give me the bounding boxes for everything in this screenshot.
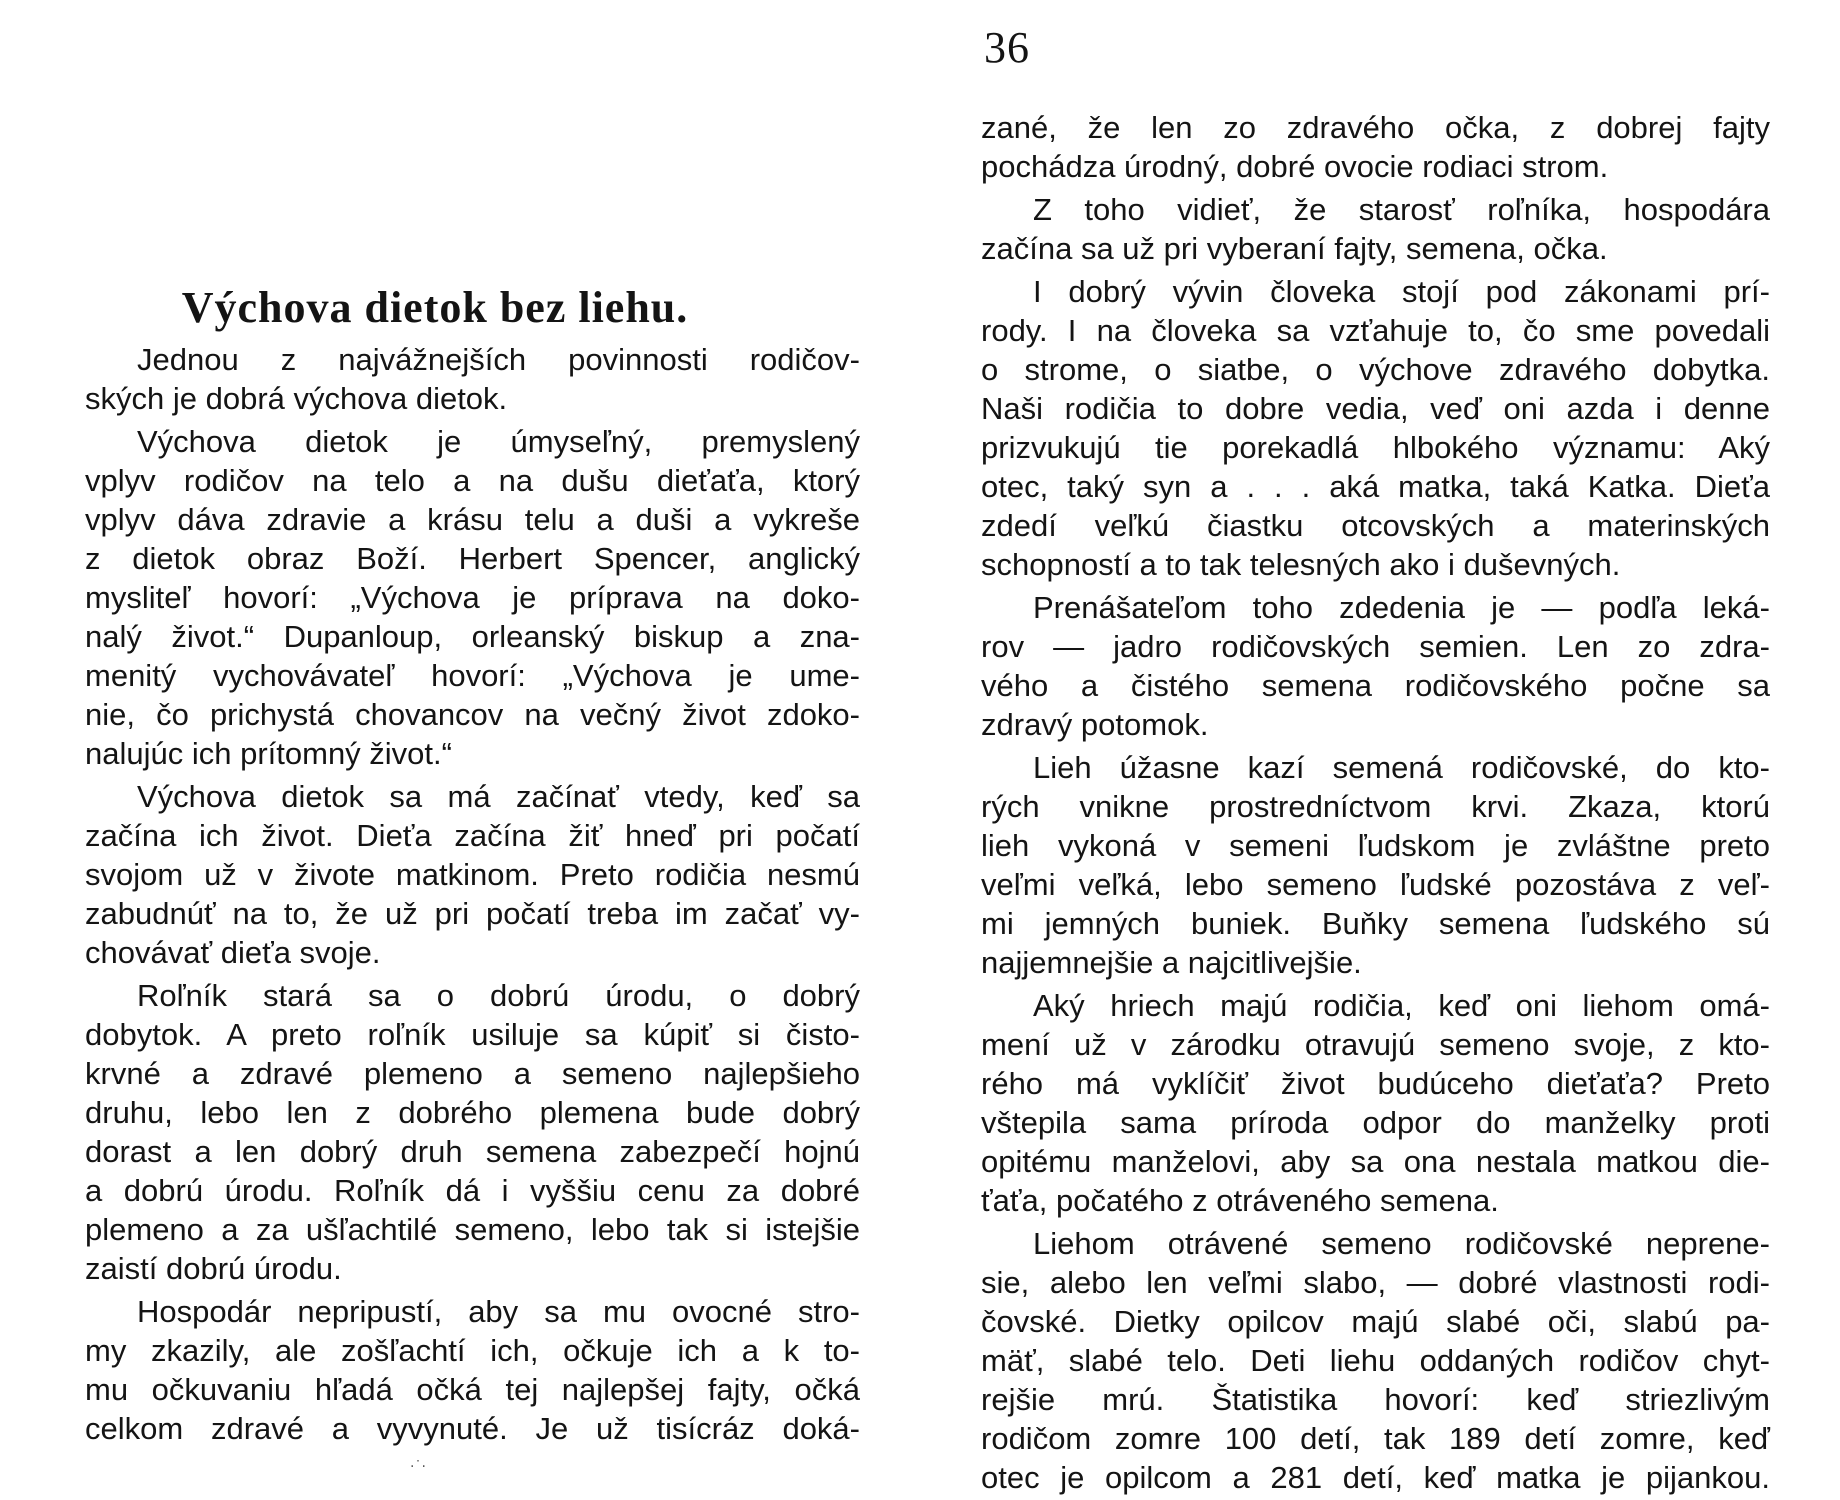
text-line: najjemnejšie a najcitlivejšie. [981,945,1362,980]
text-line: mäť, slabé telo. Deti liehu oddaných rodičov chyt- [981,1343,1770,1378]
text-line: dobytok. A preto roľník usiluje sa kúpiť si čisto- [85,1017,860,1052]
text-line: Liehom otrávené semeno rodičovské neprene- [1033,1226,1770,1261]
text-line: mení už v zárodku otravujú semeno svoje, z kto- [981,1027,1770,1062]
text-line: Výchova dietok sa má začínať vtedy, keď sa [137,779,860,814]
text-line: nalujúc ich prítomný život.“ [85,736,452,771]
page-number: 36 [984,23,1030,72]
text-line: mysliteľ hovorí: „Výchova je príprava na doko- [85,580,860,615]
text-line: a dobrú úrodu. Roľník dá i vyššiu cenu za dobré [85,1173,860,1208]
text-line: vplyv rodičov na telo a na dušu dieťaťa, ktorý [85,463,860,498]
text-line: otec je opilcom a 281 detí, keď matka je pijankou. [981,1460,1770,1495]
text-line: chovávať dieťa svoje. [85,935,381,970]
text-line: opitému manželovi, aby sa ona nestala matkou die- [981,1144,1770,1179]
text-line: Hospodár nepripustí, aby sa mu ovocné stro- [137,1294,860,1329]
text-line: vplyv dáva zdravie a krásu telu a duši a vykreše [85,502,860,537]
text-line: ských je dobrá výchova dietok. [85,381,508,416]
text-line: o strome, o siatbe, o výchove zdravého dobytka. [981,352,1770,387]
text-line: vštepila sama príroda odpor do manželky proti [981,1105,1770,1140]
text-line: rody. I na človeka sa vzťahuje to, čo sme povedali [981,313,1770,348]
text-line: Prenášateľom toho zdedenia je — podľa leká- [1033,590,1770,625]
text-line: zaistí dobrú úrodu. [85,1251,342,1286]
text-line: z dietok obraz Boží. Herbert Spencer, anglický [85,541,860,576]
text-line: zdravý potomok. [981,707,1209,742]
text-line: zané, že len zo zdravého očka, z dobrej fajty [981,110,1770,145]
text-line: rých vnikne prostredníctvom krvi. Zkaza, ktorú [981,789,1770,824]
text-line: I dobrý vývin človeka stojí pod zákonami prí- [1033,274,1770,309]
chapter-title: Výchova dietok bez liehu. [181,283,689,332]
text-line: druhu, lebo len z dobrého plemena bude dobrý [85,1095,860,1130]
text-line: nalý život.“ Dupanloup, orleanský biskup a zna- [85,619,860,654]
left-page-body [85,340,860,1448]
text-line: svojom už v živote matkinom. Preto rodičia nesmú [85,857,860,892]
text-line: rejšie mrú. Štatistika hovorí: keď striezlivým [981,1382,1770,1417]
text-line: Naši rodičia to dobre vedia, veď oni azda i denne [981,391,1770,426]
text-line: celkom zdravé a vyvynuté. Je už tisícráz doká- [85,1411,860,1446]
text-line: rodičom zomre 100 detí, tak 189 detí zomre, keď [981,1421,1770,1456]
text-line: prizvukujú tie porekadlá hlbokého významu: Aký [981,430,1770,465]
right-page [920,0,1840,1500]
text-line: Lieh úžasne kazí semená rodičovské, do kto- [1033,750,1770,785]
text-line: Jednou z najvážnejších povinnosti rodičov- [137,342,860,377]
text-line: začína sa už pri vyberaní fajty, semena, očka. [981,231,1608,266]
text-line: zdedí veľkú čiastku otcovských a materinských [981,508,1770,543]
text-line: Výchova dietok je úmyseľný, premyslený [137,424,860,459]
text-line: zabudnúť na to, že už pri počatí treba im začať vy- [85,896,860,931]
text-line: vého a čistého semena rodičovského počne sa [981,668,1770,703]
text-line: začína ich život. Dieťa začína žiť hneď pri počatí [85,818,860,853]
text-line: plemeno a za ušľachtilé semeno, lebo tak si istejšie [85,1212,860,1247]
text-line: schopností a to tak telesných ako i duševných. [981,547,1621,582]
text-line: čovské. Dietky opilcov majú slabé oči, slabú pa- [981,1304,1770,1339]
text-line: menitý vychovávateľ hovorí: „Výchova je ume- [85,658,860,693]
text-line: pochádza úrodný, dobré ovocie rodiaci strom. [981,149,1609,184]
text-line: mu očkuvaniu hľadá očká tej najlepšej fajty, očká [85,1372,860,1407]
text-line: Z toho vidieť, že starosť roľníka, hospodára [1033,192,1770,227]
text-line: veľmi veľká, lebo semeno ľudské pozostáva z veľ- [981,867,1770,902]
text-line: krvné a zdravé plemeno a semeno najlepšieho [85,1056,860,1091]
text-line: sie, alebo len veľmi slabo, — dobré vlastnosti rodi- [981,1265,1770,1300]
text-line: mi jemných buniek. Buňky semena ľudského sú [981,906,1770,941]
right-page-body [981,108,1770,1497]
text-line: ťaťa, počatého z otráveného semena. [981,1183,1499,1218]
text-line: dorast a len dobrý druh semena zabezpečí hojnú [85,1134,860,1169]
text-line: Roľník stará sa o dobrú úrodu, o dobrý [137,978,860,1013]
text-line: Aký hriech majú rodičia, keď oni liehom omá- [1033,988,1770,1023]
text-line: my zkazily, ale zošľachtí ich, očkuje ich a k to- [85,1333,860,1368]
text-line: rého má vyklíčiť život budúceho dieťaťa? Preto [981,1066,1770,1101]
ink-speck: ·˙· [410,1459,426,1475]
text-line: rov — jadro rodičovských semien. Len zo zdra- [981,629,1770,664]
text-line: lieh vykoná v semeni ľudskom je zvláštne preto [981,828,1770,863]
text-line: nie, čo prichystá chovancov na večný život zdoko- [85,697,860,732]
text-line: otec, taký syn a . . . aká matka, taká Katka. Dieťa [981,469,1770,504]
